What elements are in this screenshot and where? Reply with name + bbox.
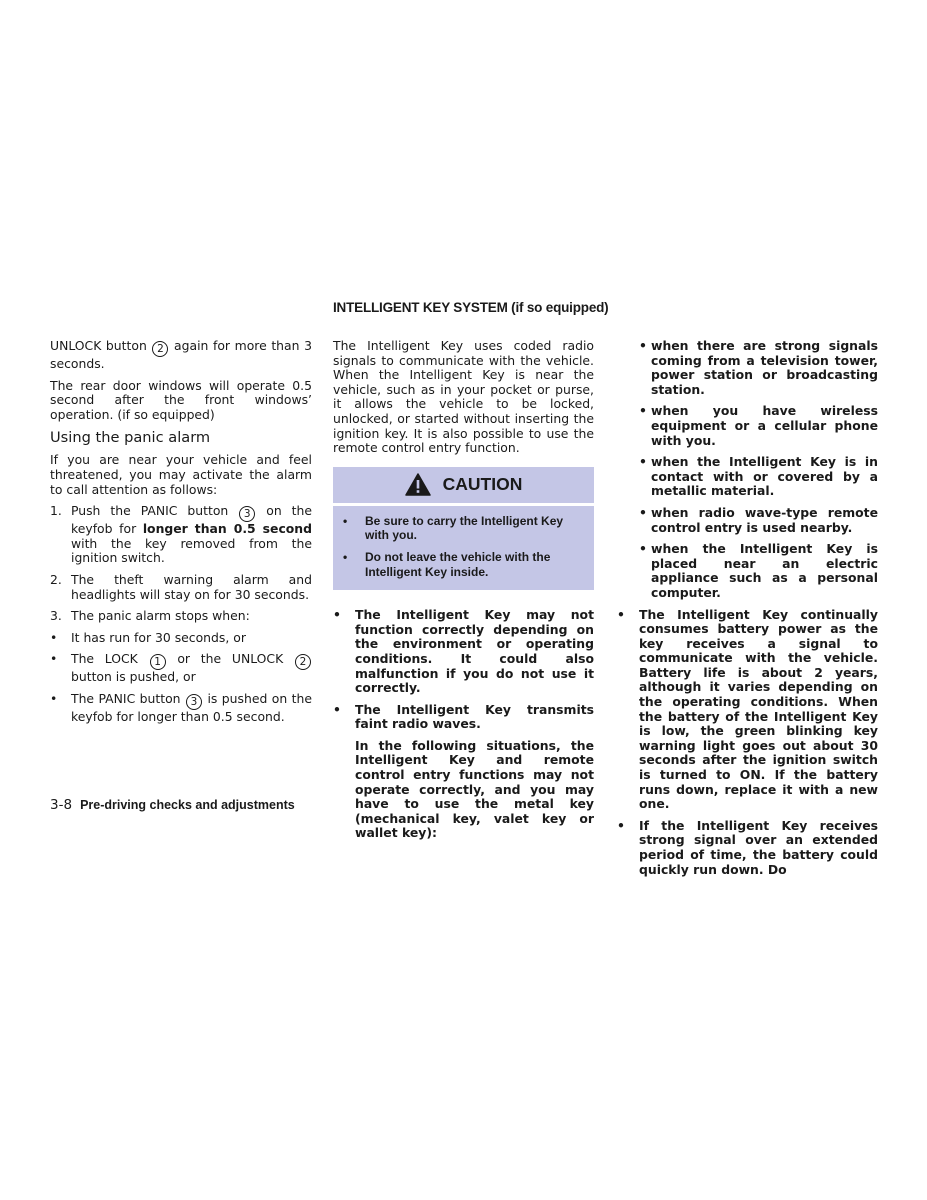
bullet-icon: • bbox=[617, 817, 625, 833]
sub-bullet-item: • when there are strong signals coming from a television tower, power station or broadcasting station. bbox=[639, 338, 878, 397]
bullet-icon: • bbox=[333, 701, 341, 717]
circled-number: 2 bbox=[295, 654, 311, 670]
caution-header bbox=[333, 467, 594, 503]
sub-bullet-item: • when the Intelligent Key is in contact with or covered by a metallic material. bbox=[639, 454, 878, 499]
bullet-item: • The Intelligent Key transmits faint radio waves. bbox=[333, 701, 594, 732]
bullet-icon: • bbox=[50, 690, 58, 706]
paragraph: The Intelligent Key uses coded radio signals to communicate with the vehicle. When the Intelligent Key is near the vehicle, such as in your pocket or purse, it allows the vehicle to be locked, unlocked, or started without inserting the ignition key. It is also possible to use the remote control entry function. bbox=[333, 338, 594, 456]
page-number: 3-8 bbox=[50, 797, 73, 813]
bullet-item: • The PANIC button 3 is pushed on the keyfob for longer than 0.5 second. bbox=[50, 690, 312, 724]
subheading: Using the panic alarm bbox=[50, 429, 211, 447]
bullet-item: • If the Intelligent Key receives strong signal over an extended period of time, the battery could quickly run down. Do bbox=[617, 817, 878, 877]
bullet-icon: • bbox=[639, 403, 647, 419]
column-left bbox=[50, 339, 312, 732]
bullet-item: • The Intelligent Key may not function correctly depending on the environment or operating conditions. It could also malfunction if you do not use it correctly. bbox=[333, 607, 594, 696]
bullet-icon: • bbox=[639, 541, 647, 557]
bullet-icon: • bbox=[639, 504, 647, 520]
circled-number: 3 bbox=[239, 506, 255, 522]
bullet-item: • The LOCK 1 or the UNLOCK 2 button is pushed, or bbox=[50, 652, 312, 685]
column-middle bbox=[333, 339, 594, 848]
caution-label: CAUTION bbox=[442, 474, 523, 495]
bullet-item: • It has run for 30 seconds, or bbox=[50, 629, 246, 645]
column-right bbox=[617, 339, 878, 884]
circled-number: 2 bbox=[152, 341, 168, 357]
bullet-icon: • bbox=[343, 513, 348, 528]
caution-item: • Do not leave the vehicle with the Intelligent Key inside. bbox=[343, 549, 551, 579]
numbered-step: 1. Push the PANIC button 3 on the keyfob for longer than 0.5 second with the key removed from the ignition switch. bbox=[50, 503, 312, 566]
bullet-icon: • bbox=[639, 338, 647, 353]
sub-bullet-item: • when radio wave-type remote control entry is used nearby. bbox=[639, 504, 878, 535]
paragraph: UNLOCK button 2 again for more than 3 seconds. bbox=[50, 338, 312, 371]
bullet-icon: • bbox=[50, 651, 58, 667]
bullet-icon: • bbox=[639, 454, 647, 470]
sub-bullet-item: • when the Intelligent Key is placed near an electric appliance such as a personal computer. bbox=[639, 541, 878, 600]
bullet-icon: • bbox=[617, 606, 625, 622]
paragraph: If you are near your vehicle and feel threatened, you may activate the alarm to call attention as follows: bbox=[50, 452, 312, 497]
caution-box bbox=[333, 506, 594, 590]
circled-number: 3 bbox=[186, 694, 202, 710]
numbered-step: 2. The theft warning alarm and headlights will stay on for 30 seconds. bbox=[50, 571, 312, 602]
sub-bullet-item: • when you have wireless equipment or a cellular phone with you. bbox=[639, 403, 878, 448]
bullet-icon: • bbox=[343, 549, 348, 564]
bullet-icon: • bbox=[50, 629, 58, 645]
warning-triangle-icon bbox=[405, 473, 431, 496]
circled-number: 1 bbox=[150, 654, 166, 670]
indented-paragraph: In the following situations, the Intelligent Key and remote control entry functions may not operate correctly, and you may have to use the metal key (mechanical key, valet key or wallet key): bbox=[355, 737, 594, 841]
section-title: INTELLIGENT KEY SYSTEM (if so equipped) bbox=[333, 300, 609, 315]
chapter-title: Pre-driving checks and adjustments bbox=[80, 798, 295, 812]
numbered-step: 3. The panic alarm stops when: bbox=[50, 608, 250, 624]
page-footer bbox=[50, 797, 295, 813]
bullet-item: • The Intelligent Key continually consumes battery power as the key receives a signal to communicate with the vehicle. Battery life is about 2 years, although it varies depending on the operating conditions. When the battery of the Intelligent Key is low, the green blinking key warning light goes out about 30 seconds after the ignition switch is turned to ON. If the battery runs down, replace it with a new one. bbox=[617, 606, 878, 812]
caution-item: • Be sure to carry the Intelligent Key with you. bbox=[343, 513, 564, 543]
paragraph: The rear door windows will operate 0.5 second after the front windows’ operation. (if so equipped) bbox=[50, 377, 312, 422]
bullet-icon: • bbox=[333, 607, 341, 623]
